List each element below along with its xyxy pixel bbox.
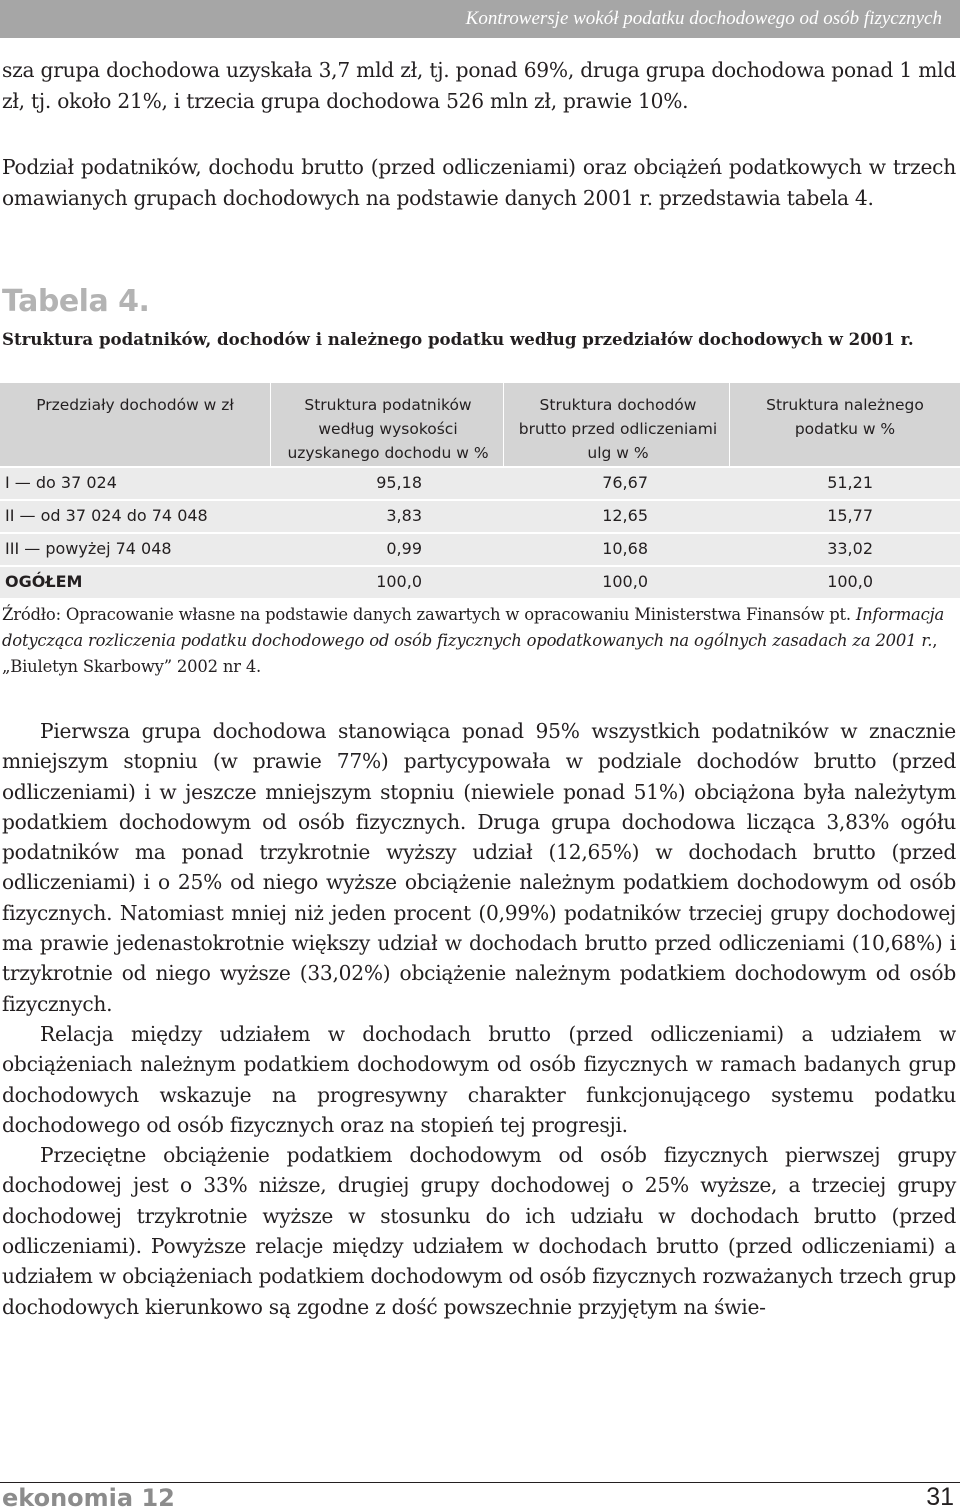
body-paragraph-1: Pierwsza grupa dochodowa stanowiąca ponad 95% wszystkich podatników w znacznie mniejszym stopniu (w prawie 77%) partycypowała w podziale dochodów brutto (przed odliczeniami) i w jeszcze mniejszym stopniu (niewiele ponad 51%) obciążona była należytym podatkiem dochodowym od osób fizycznych. Druga grupa dochodowa licząca 3,83% ogółu podatników ma ponad trzykrotnie wyższy udział (12,65%) w dochodach brutto (przed odliczeniami) i o 25% od niego wyższe obciążenie należnym podatkiem dochodowym od osób fizycznych. Natomiast mniej niż jeden procent (0,99%) podatników trzeciej grupy dochodowej ma prawie jedenastokrotnie większy udział w dochodach brutto przed odliczeniami (10,68%) i trzykrotnie od niego wyższe (33,02%) obciążenie należnym podatkiem dochodowym od osób fizycznych. — [2, 719, 956, 1016]
row-label: OGÓŁEM — [5, 572, 83, 591]
table-header-cell: Struktura należnego podatku w % — [766, 396, 924, 438]
row-label: III — powyżej 74 048 — [5, 539, 172, 558]
table-cell: 100,0 — [376, 572, 422, 591]
table-cell: 3,83 — [386, 506, 422, 525]
body-paragraph-2: Relacja między udziałem w dochodach brutto (przed odliczeniami) a udziałem w obciążeniach należnym podatkiem dochodowym od osób fizycznych w ramach badanych grup dochodowych wskazuje na progresywny charakter funkcjonującego systemu podatku dochodowego od osób fizycznych oraz na stopień tej progresji. — [2, 1021, 956, 1137]
source-title: Informacja dotycząca rozliczenia podatku dochodowego od osób fizycznych opodatkowanych na ogólnych zasadach za 2001 r. — [2, 605, 945, 650]
data-table — [0, 383, 960, 598]
running-header — [0, 0, 960, 38]
row-label: I — do 37 024 — [5, 473, 117, 492]
journal-name: ekonomia 12 — [2, 1484, 175, 1512]
table-cell: 0,99 — [386, 539, 422, 558]
table-caption: Struktura podatników, dochodów i należnego podatku według przedziałów dochodowych w 2001 r. — [2, 329, 914, 349]
table-cell: 100,0 — [827, 572, 873, 591]
table-header-cell: Przedziały dochodów w zł — [36, 396, 234, 414]
table-total-row — [0, 565, 960, 598]
table-source-note — [2, 602, 956, 680]
source-prefix: Źródło: Opracowanie własne na podstawie danych zawartych w opracowaniu Ministerstwa Finansów pt. — [2, 605, 856, 624]
footer-rule — [0, 1482, 960, 1483]
table-header-cell: Struktura podatników według wysokości uzyskanego dochodu w % — [287, 396, 489, 462]
running-title: Kontrowersje wokół podatku dochodowego od osób fizycznych — [465, 8, 942, 29]
table-row — [0, 532, 960, 565]
table-cell: 33,02 — [827, 539, 873, 558]
body-paragraph-3: Przeciętne obciążenie podatkiem dochodowym od osób fizycznych pierwszej grupy dochodowej jest o 33% niższe, drugiej grupy dochodowej o 25% wyższe, a trzeciej grupy dochodowej trzykrotnie wyższe w stosunku do ich udziału w dochodach brutto (przed odliczeniami). Powyższe relacje między udziałem w dochodach brutto (przed odliczeniami) a udziałem w obciążeniach podatkiem dochodowym od osób fizycznych rozważanych trzech grup dochodowych kierunkowo są zgodne z dość powszechnie przyjętym na świe- — [2, 1143, 956, 1319]
table-divider — [270, 383, 271, 466]
table-row — [0, 499, 960, 532]
table-divider — [503, 383, 504, 466]
table-header-cell: Struktura dochodów brutto przed odliczeniami ulg w % — [518, 396, 718, 462]
table-cell: 51,21 — [827, 473, 873, 492]
table-row — [0, 466, 960, 499]
source-suffix: , „Biuletyn Skarbowy” 2002 nr 4. — [2, 631, 938, 676]
row-label: II — od 37 024 do 74 048 — [5, 506, 208, 525]
intro-paragraph-2: Podział podatników, dochodu brutto (przed odliczeniami) oraz obciążeń podatkowych w trzech omawianych grupach dochodowych na podstawie danych 2001 r. przedstawia tabela 4. — [2, 155, 956, 210]
table-cell: 95,18 — [376, 473, 422, 492]
intro-paragraph-1: sza grupa dochodowa uzyskała 3,7 mld zł, tj. ponad 69%, druga grupa dochodowa ponad 1 mld zł, tj. około 21%, i trzecia grupa dochodowa 526 mln zł, prawie 10%. — [2, 58, 956, 113]
table-cell: 10,68 — [602, 539, 648, 558]
table-cell: 15,77 — [827, 506, 873, 525]
table-title: Tabela 4. — [2, 284, 150, 319]
body-text — [2, 716, 956, 1322]
table-header-row — [0, 383, 960, 466]
table-cell: 100,0 — [602, 572, 648, 591]
table-cell: 12,65 — [602, 506, 648, 525]
table-cell: 76,67 — [602, 473, 648, 492]
page-number: 31 — [926, 1483, 954, 1511]
table-divider — [729, 383, 730, 466]
